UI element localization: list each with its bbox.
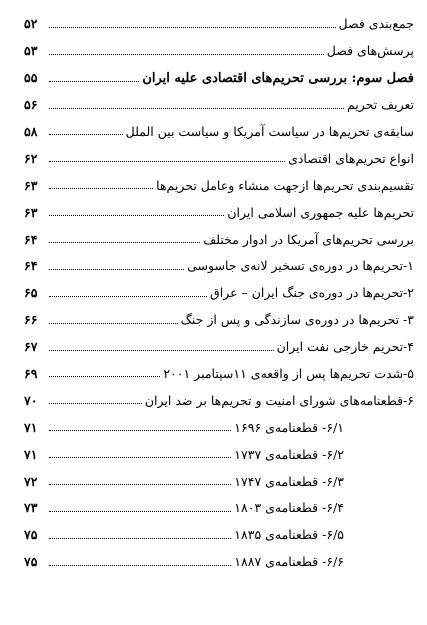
dot-leader: [49, 430, 231, 431]
toc-subentry: [24, 517, 414, 544]
toc-entry: [24, 33, 414, 60]
toc-subentry: [24, 463, 414, 490]
toc-entry: [24, 140, 414, 167]
toc-subentry: [24, 490, 414, 517]
dot-leader: [49, 511, 231, 512]
toc-entry: [24, 167, 414, 194]
toc-entry: [24, 302, 414, 329]
dot-leader: [49, 484, 231, 485]
toc-subentry: [24, 436, 414, 463]
toc-entry-title: سابقه‌ی تحریم‌ها در سیاست آمریکا و سیاست بین الملل: [125, 123, 414, 139]
toc-entry-page: ۶۴: [24, 231, 38, 247]
toc-entry-page: ۷۱: [24, 419, 38, 435]
toc-entry-title: جمع‌بندی فصل: [338, 16, 414, 32]
toc-entry-title: ۶/۶- قطعنامه‌ی ۱۸۸۷: [234, 554, 344, 570]
dot-leader: [49, 134, 123, 135]
dot-leader: [49, 538, 231, 539]
toc-entry-title: ۶-قطعنامه‌های شورای امنیت و تحریم‌ها بر ضد ایران: [144, 392, 414, 408]
toc-entry-title: ۳- تحریم‌ها در دوره‌ی سازندگی و پس از جنگ: [180, 312, 414, 328]
toc-entry-title: ۶/۳- قطعنامه‌ی ۱۷۴۷: [234, 473, 344, 489]
toc-entry-title: تعریف تحریم: [346, 97, 414, 113]
toc-entry-page: ۶۲: [24, 150, 38, 166]
dot-leader: [49, 27, 336, 28]
toc-entry: [24, 114, 414, 141]
toc-entry-page: ۷۲: [24, 473, 38, 489]
toc-entry-page: ۶۳: [24, 204, 38, 220]
dot-leader: [49, 215, 224, 216]
toc-entry-title: ۲-تحریم‌ها در دوره‌ی جنگ ایران – عراق: [210, 285, 414, 301]
toc-entry-title: ۶/۲- قطعنامه‌ی ۱۷۳۷: [234, 446, 344, 462]
toc-entry-page: ۵۶: [24, 97, 38, 113]
toc-entry-title: ۱-تحریم‌ها در دوره‌ی تسخیر لانه‌ی جاسوسی: [187, 258, 414, 274]
toc-entry-page: ۶۴: [24, 258, 38, 274]
toc-entry-page: ۷۱: [24, 446, 38, 462]
toc-entry-page: ۵۲: [24, 16, 38, 32]
toc-entry-title: بررسی تحریم‌های آمریکا در ادوار مختلف: [203, 231, 414, 247]
toc-entry-title: انواع تحریم‌های اقتصادی: [288, 150, 414, 166]
dot-leader: [49, 457, 231, 458]
dot-leader: [49, 403, 142, 404]
toc-entry-title: ۶/۱- قطعنامه‌ی ۱۶۹۶: [234, 419, 344, 435]
toc-entry-page: ۵۳: [24, 43, 38, 59]
toc-entry: [24, 329, 414, 356]
toc-entry-page: ۶۹: [24, 365, 38, 381]
toc-entry: [24, 221, 414, 248]
dot-leader: [49, 108, 344, 109]
toc-entry-title: ۶/۵- قطعنامه‌ی ۱۸۳۵: [234, 527, 344, 543]
table-of-contents: [24, 6, 414, 571]
toc-entry-page: ۶۷: [24, 339, 38, 355]
dot-leader: [49, 161, 285, 162]
toc-entry-title: تقسیم‌بندی تحریم‌ها ازجهت منشاء وعامل تحریم‌ها: [156, 177, 414, 193]
toc-entry-page: ۶۳: [24, 177, 38, 193]
dot-leader: [49, 565, 231, 566]
toc-entry-page: ۷۵: [24, 554, 38, 570]
dot-leader: [49, 81, 139, 82]
toc-entry: [24, 6, 414, 33]
dot-leader: [49, 188, 153, 189]
toc-entry: [24, 356, 414, 383]
toc-entry-page: ۷۰: [24, 392, 38, 408]
dot-leader: [49, 350, 274, 351]
toc-entry-title: تحریم‌ها علیه جمهوری اسلامی ایران: [227, 204, 414, 220]
dot-leader: [49, 242, 200, 243]
toc-subentry: [24, 544, 414, 571]
toc-entry-page: ۷۳: [24, 500, 38, 516]
toc-entry: [24, 194, 414, 221]
toc-chapter-heading: [24, 60, 414, 87]
dot-leader: [49, 54, 324, 55]
toc-entry: [24, 382, 414, 409]
toc-entry-page: ۶۶: [24, 312, 38, 328]
dot-leader: [49, 269, 184, 270]
dot-leader: [49, 296, 207, 297]
toc-entry: [24, 87, 414, 114]
toc-entry-page: ۵۵: [24, 70, 38, 86]
toc-entry-title: پرسش‌های فصل: [326, 43, 414, 59]
dot-leader: [49, 323, 178, 324]
toc-entry-title: ۶/۴- قطعنامه‌ی ۱۸۰۳: [234, 500, 344, 516]
dot-leader: [49, 376, 160, 377]
toc-entry-page: ۶۵: [24, 285, 38, 301]
toc-entry: [24, 248, 414, 275]
toc-entry-page: ۵۸: [24, 123, 38, 139]
toc-entry-title: فصل سوم: بررسی تحریم‌های اقتصادی علیه ایران: [142, 70, 414, 86]
toc-entry: [24, 275, 414, 302]
toc-entry-title: ۵-شدت تحریم‌ها پس از واقعه‌ی ۱۱سپتامبر ۲۰۰۱: [163, 365, 414, 381]
toc-entry-title: ۴-تحریم خارجی نفت ایران: [276, 339, 414, 355]
toc-subentry: [24, 409, 414, 436]
toc-entry-page: ۷۵: [24, 527, 38, 543]
